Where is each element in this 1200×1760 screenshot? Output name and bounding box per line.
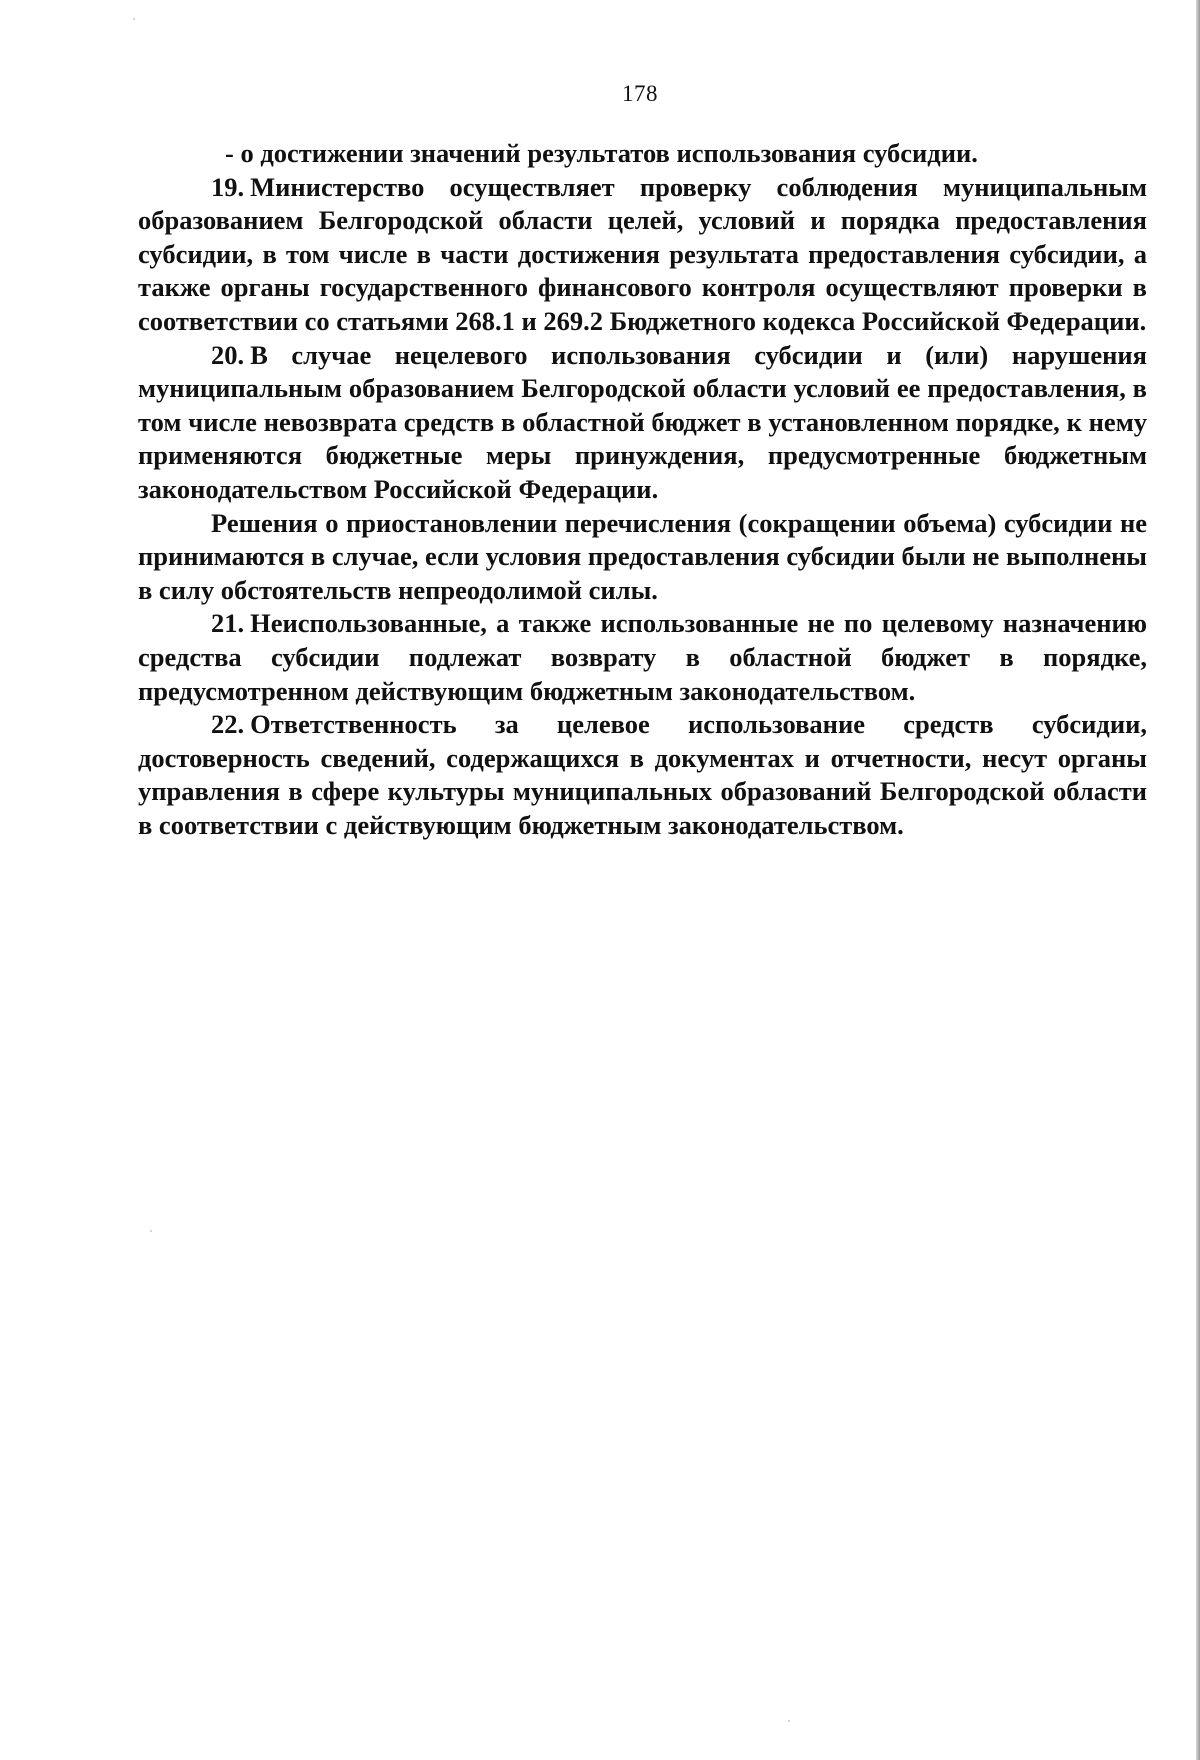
paragraph-number: 21. (211, 608, 245, 639)
paragraph-intro (138, 137, 1147, 171)
paragraph-text: В случае нецелевого использования субсидии и (или) нарушения муниципальным образованием Белгородской области условий ее предоставления, в том числе невозврата средств в областной бюджет в установленном порядке, к нему применяются бюджетные меры принуждения, предусмотренные бюджетным законодательством Российской Федерации. (138, 339, 1147, 504)
paragraph-20-continued (138, 507, 1147, 608)
page-number: 178 (622, 81, 658, 106)
scan-speck (150, 1230, 152, 1232)
paragraph-22 (138, 708, 1147, 842)
scan-edge (1196, 0, 1200, 1760)
paragraph-text: Ответственность за целевое использование средств субсидии, достоверность сведений, содержащихся в документах и отчетности, несут органы управления в сфере культуры муниципальных образований Белгородской области в соответствии с действующим бюджетным законодательством. (138, 709, 1147, 840)
paragraph-21 (138, 607, 1147, 708)
paragraph-number: 22. (211, 709, 245, 740)
document-body (138, 137, 1147, 842)
scan-speck (788, 1720, 790, 1722)
paragraph-text: Министерство осуществляет проверку соблюдения муниципальным образованием Белгородской области целей, условий и порядка предоставления субсидии, в том числе в части достижения результата предоставления субсидии, а также органы государственного финансового контроля осуществляют проверки в соответствии со статьями 268.1 и 269.2 Бюджетного кодекса Российской Федерации. (138, 171, 1147, 336)
paragraph-20 (138, 339, 1147, 507)
scan-speck (133, 18, 135, 20)
paragraph-number: 20. (211, 339, 245, 370)
paragraph-text: Неиспользованные, а также использованные не по целевому назначению средства субсидии подлежат возврату в областной бюджет в порядке, предусмотренном действующим бюджетным законодательством. (138, 608, 1147, 706)
paragraph-19 (138, 171, 1147, 339)
paragraph-text: - о достижении значений результатов использования субсидии. (225, 138, 978, 168)
paragraph-number: 19. (211, 171, 245, 202)
paragraph-text: Решения о приостановлении перечисления (сокращении объема) субсидии не принимаются в случае, если условия предоставления субсидии были не выполнены в силу обстоятельств непреодолимой силы. (138, 507, 1147, 605)
